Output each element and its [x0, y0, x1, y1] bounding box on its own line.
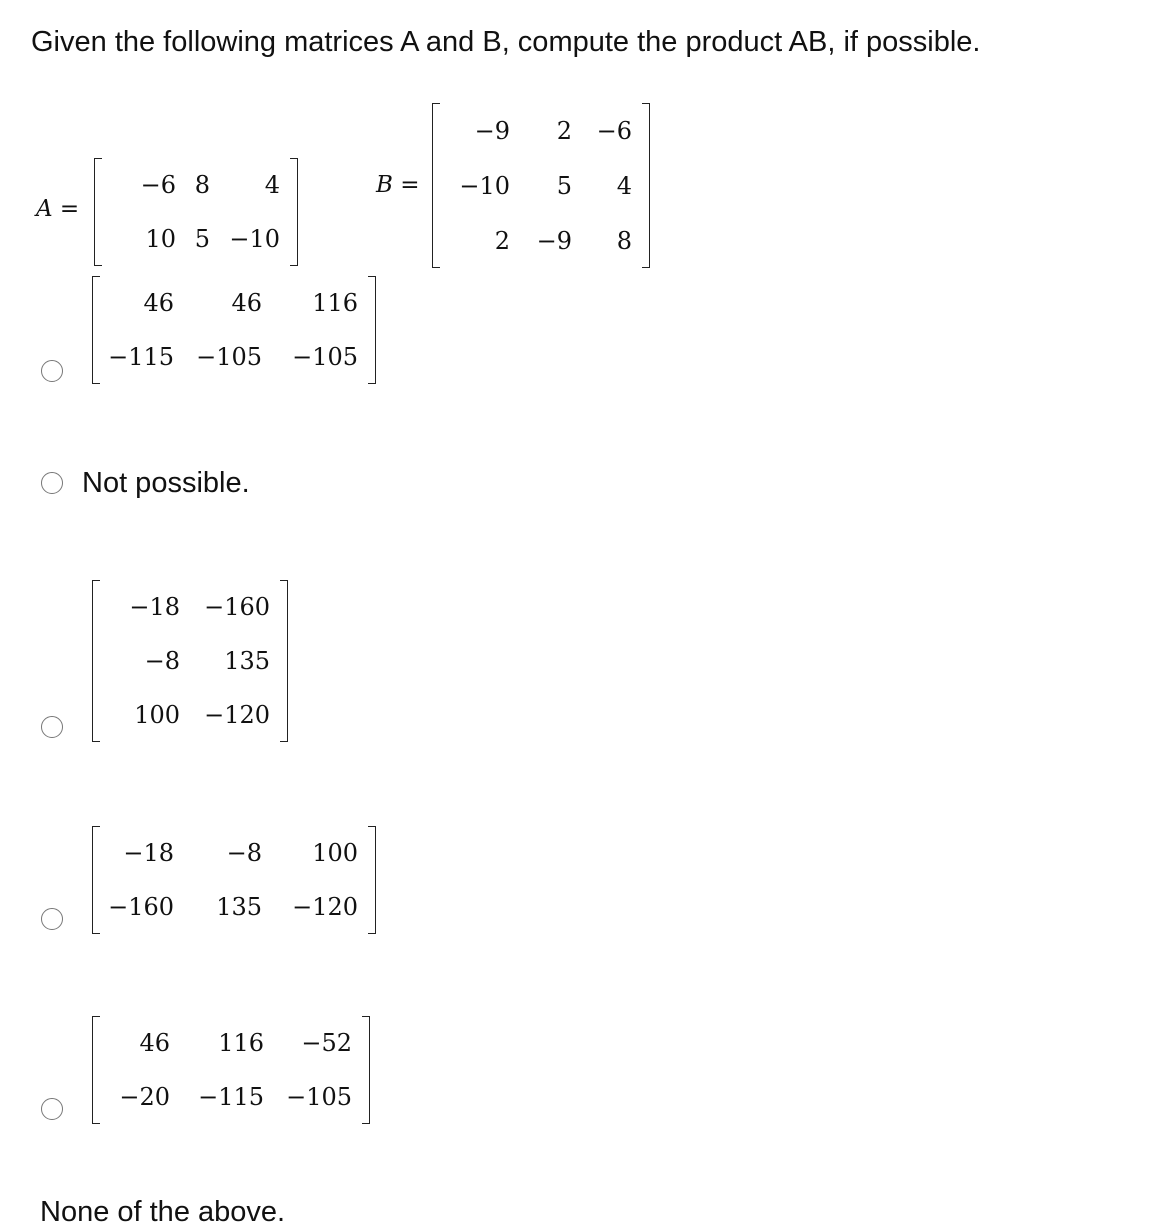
- matrix-cell: 46: [231, 289, 262, 317]
- matrix-cell: 4: [264, 171, 280, 199]
- matrix-cell: −18: [123, 839, 174, 867]
- matrix-right-bracket: [280, 580, 288, 742]
- option-5-radio[interactable]: [41, 1098, 63, 1120]
- matrix-cell: −8: [144, 647, 180, 675]
- matrix-grid: [100, 276, 368, 384]
- matrix-right-bracket: [642, 103, 650, 268]
- option-3-matrix: [92, 580, 288, 742]
- matrix-left-bracket: [432, 103, 440, 268]
- option-1-radio[interactable]: [41, 360, 63, 382]
- option-3-radio[interactable]: [41, 716, 63, 738]
- matrix-cell: −105: [286, 1083, 352, 1111]
- matrix-cell: 8: [616, 226, 632, 255]
- matrix-cell: −6: [596, 116, 632, 145]
- matrix-grid: [100, 580, 280, 742]
- matrix-a: [94, 158, 298, 266]
- matrix-right-bracket: [362, 1016, 370, 1124]
- matrix-cell: −105: [292, 343, 358, 371]
- matrix-left-bracket: [92, 826, 100, 934]
- question-text: Given the following matrices A and B, compute the product AB, if possible.: [31, 26, 981, 58]
- option-5-matrix: [92, 1016, 370, 1124]
- matrix-right-bracket: [368, 826, 376, 934]
- option-4-matrix: [92, 826, 376, 934]
- matrix-cell: −9: [536, 226, 572, 255]
- matrix-cell: −105: [196, 343, 262, 371]
- matrix-cell: −9: [474, 116, 510, 145]
- option-1-matrix: [92, 276, 376, 384]
- matrix-cell: −6: [140, 171, 176, 199]
- matrix-cell: −10: [459, 171, 510, 200]
- matrix-grid: [100, 1016, 362, 1124]
- matrix-right-bracket: [368, 276, 376, 384]
- matrix-cell: 8: [194, 171, 210, 199]
- matrix-grid: [102, 158, 290, 266]
- option-2-text: Not possible.: [82, 467, 250, 499]
- matrix-b-label: B =: [376, 172, 420, 198]
- matrix-cell: 5: [194, 225, 210, 253]
- matrix-cell: −160: [108, 893, 174, 921]
- option-4-radio[interactable]: [41, 908, 63, 930]
- matrix-cell: 2: [494, 226, 510, 255]
- matrix-cell: −18: [129, 593, 180, 621]
- matrix-cell: −10: [229, 225, 280, 253]
- matrix-a-label: A =: [36, 196, 80, 222]
- matrix-grid: [100, 826, 368, 934]
- matrix-cell: 5: [556, 171, 572, 200]
- matrix-cell: −52: [301, 1029, 352, 1057]
- matrix-cell: 2: [556, 116, 572, 145]
- matrix-cell: −115: [198, 1083, 264, 1111]
- matrix-left-bracket: [92, 580, 100, 742]
- matrix-cell: 100: [134, 701, 180, 729]
- matrix-cell: −20: [119, 1083, 170, 1111]
- matrix-b: [432, 103, 650, 268]
- matrix-left-bracket: [92, 276, 100, 384]
- matrix-left-bracket: [94, 158, 102, 266]
- matrix-grid: [440, 103, 642, 268]
- matrix-cell: 46: [139, 1029, 170, 1057]
- matrix-cell: 10: [145, 225, 176, 253]
- matrix-left-bracket: [92, 1016, 100, 1124]
- matrix-right-bracket: [290, 158, 298, 266]
- matrix-cell: 135: [224, 647, 270, 675]
- matrix-cell: −120: [204, 701, 270, 729]
- matrix-cell: 116: [218, 1029, 264, 1057]
- matrix-cell: 100: [312, 839, 358, 867]
- matrix-cell: −120: [292, 893, 358, 921]
- option-6-text: None of the above.: [40, 1196, 286, 1228]
- matrix-cell: 46: [143, 289, 174, 317]
- matrix-cell: −115: [108, 343, 174, 371]
- matrix-cell: 4: [616, 171, 632, 200]
- matrix-cell: 116: [312, 289, 358, 317]
- matrix-cell: 135: [216, 893, 262, 921]
- matrix-cell: −160: [204, 593, 270, 621]
- matrix-cell: −8: [226, 839, 262, 867]
- option-2-radio[interactable]: [41, 472, 63, 494]
